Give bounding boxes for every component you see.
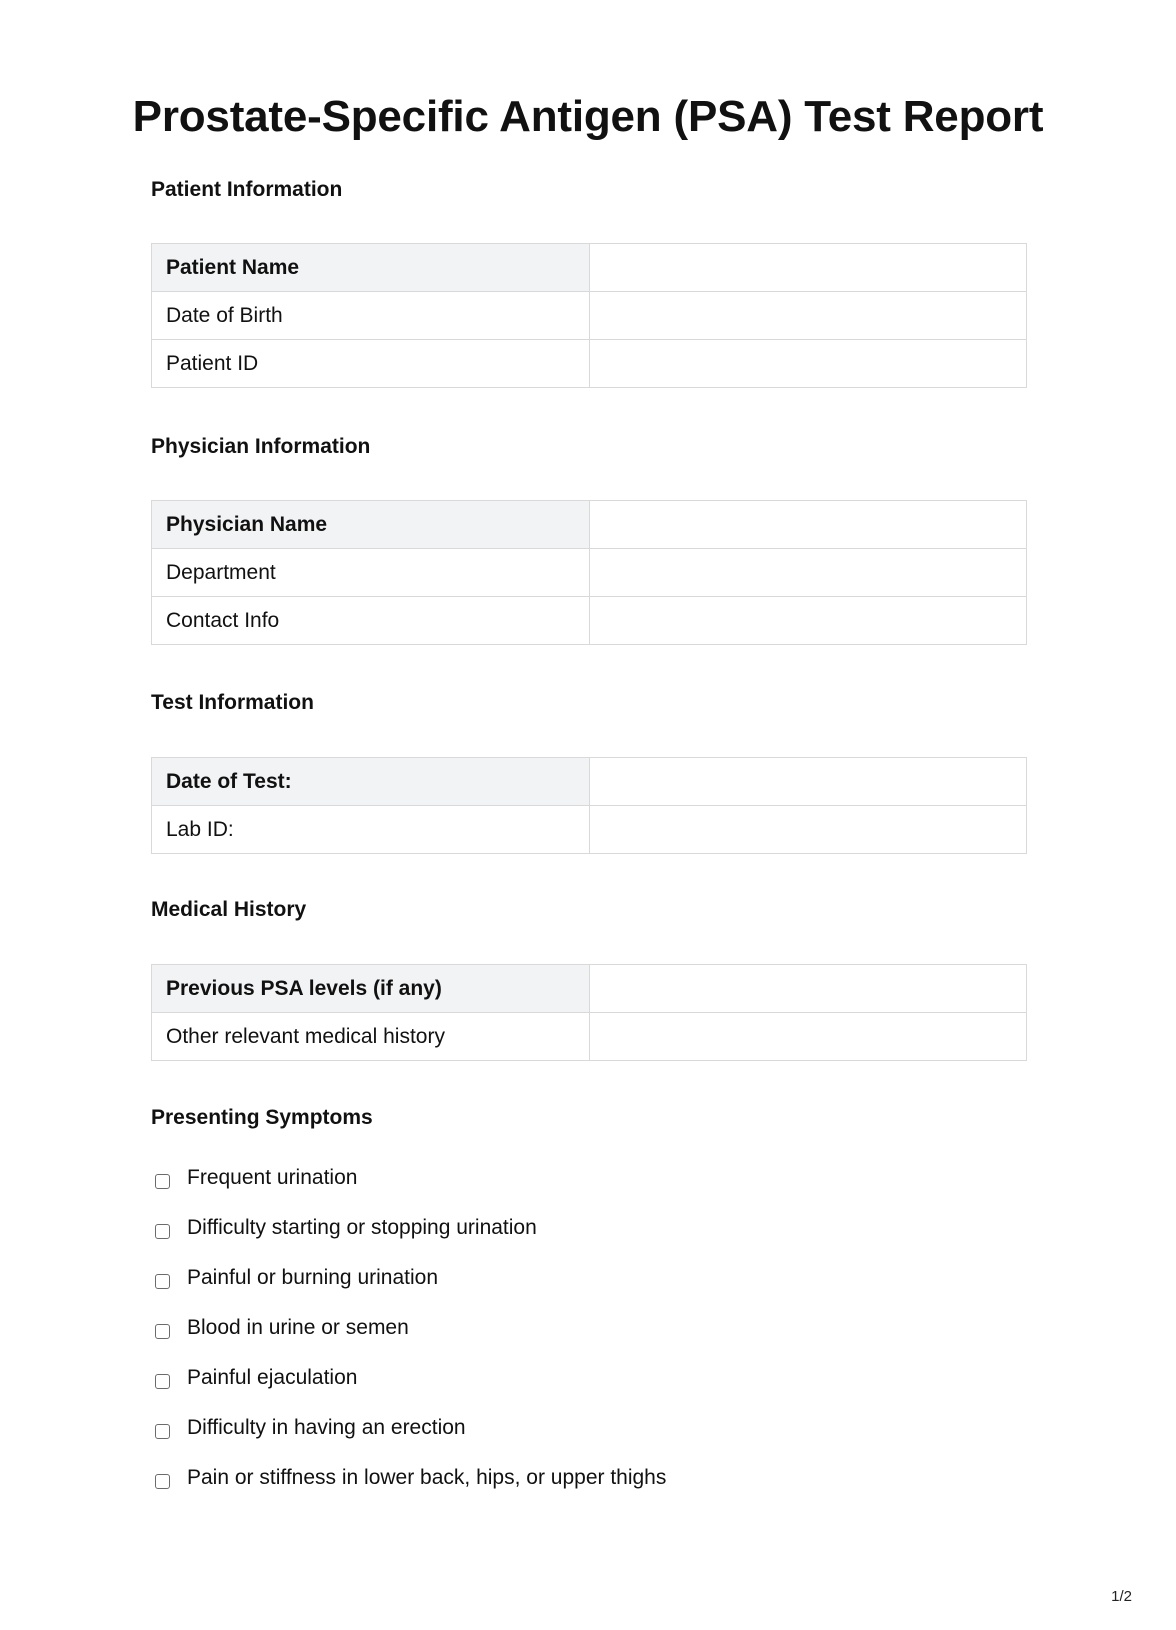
date-of-test-label: Date of Test: bbox=[152, 758, 590, 806]
patient-name-label: Patient Name bbox=[152, 244, 590, 292]
other-medical-history-label: Other relevant medical history bbox=[152, 1013, 590, 1061]
previous-psa-levels-field[interactable] bbox=[590, 965, 1027, 1013]
page-title: Prostate-Specific Antigen (PSA) Test Report bbox=[132, 92, 1044, 141]
symptom-checkbox[interactable] bbox=[155, 1174, 170, 1189]
list-item bbox=[155, 1303, 666, 1353]
table-row bbox=[152, 292, 1027, 340]
table-row bbox=[152, 1013, 1027, 1061]
symptom-checkbox[interactable] bbox=[155, 1224, 170, 1239]
other-medical-history-field[interactable] bbox=[590, 1013, 1027, 1061]
symptom-checkbox[interactable] bbox=[155, 1424, 170, 1439]
list-item bbox=[155, 1453, 666, 1503]
list-item bbox=[155, 1203, 666, 1253]
department-field[interactable] bbox=[590, 549, 1027, 597]
table-row bbox=[152, 340, 1027, 388]
physician-information-table bbox=[151, 500, 1027, 645]
list-item bbox=[155, 1353, 666, 1403]
table-row bbox=[152, 597, 1027, 645]
lab-id-field[interactable] bbox=[590, 806, 1027, 854]
lab-id-label: Lab ID: bbox=[152, 806, 590, 854]
table-row bbox=[152, 244, 1027, 292]
symptom-label: Blood in urine or semen bbox=[187, 1316, 409, 1339]
list-item bbox=[155, 1403, 666, 1453]
medical-history-heading: Medical History bbox=[151, 898, 307, 921]
symptom-checkbox[interactable] bbox=[155, 1274, 170, 1289]
date-of-test-field[interactable] bbox=[590, 758, 1027, 806]
department-label: Department bbox=[152, 549, 590, 597]
contact-info-field[interactable] bbox=[590, 597, 1027, 645]
table-row bbox=[152, 806, 1027, 854]
table-row bbox=[152, 549, 1027, 597]
table-row bbox=[152, 758, 1027, 806]
patient-name-field[interactable] bbox=[590, 244, 1027, 292]
patient-information-heading: Patient Information bbox=[151, 178, 343, 201]
list-item bbox=[155, 1153, 666, 1203]
medical-history-table bbox=[151, 964, 1027, 1061]
date-of-birth-label: Date of Birth bbox=[152, 292, 590, 340]
contact-info-label: Contact Info bbox=[152, 597, 590, 645]
physician-name-field[interactable] bbox=[590, 501, 1027, 549]
table-row bbox=[152, 965, 1027, 1013]
physician-name-label: Physician Name bbox=[152, 501, 590, 549]
previous-psa-levels-label: Previous PSA levels (if any) bbox=[152, 965, 590, 1013]
page-number: 1/2 bbox=[1111, 1588, 1132, 1605]
test-information-table bbox=[151, 757, 1027, 854]
symptom-checkbox[interactable] bbox=[155, 1474, 170, 1489]
patient-id-label: Patient ID bbox=[152, 340, 590, 388]
list-item bbox=[155, 1253, 666, 1303]
symptom-label: Difficulty starting or stopping urination bbox=[187, 1216, 537, 1239]
symptom-label: Pain or stiffness in lower back, hips, or upper thighs bbox=[187, 1466, 667, 1489]
patient-id-field[interactable] bbox=[590, 340, 1027, 388]
symptom-checkbox[interactable] bbox=[155, 1324, 170, 1339]
patient-information-table bbox=[151, 243, 1027, 388]
symptom-checkbox[interactable] bbox=[155, 1374, 170, 1389]
table-row bbox=[152, 501, 1027, 549]
test-information-heading: Test Information bbox=[151, 691, 314, 714]
symptom-label: Painful or burning urination bbox=[187, 1266, 438, 1289]
presenting-symptoms-heading: Presenting Symptoms bbox=[151, 1106, 373, 1129]
symptom-checklist bbox=[155, 1153, 666, 1503]
date-of-birth-field[interactable] bbox=[590, 292, 1027, 340]
symptom-label: Frequent urination bbox=[187, 1166, 358, 1189]
symptom-label: Painful ejaculation bbox=[187, 1366, 358, 1389]
physician-information-heading: Physician Information bbox=[151, 435, 371, 458]
symptom-label: Difficulty in having an erection bbox=[187, 1416, 466, 1439]
